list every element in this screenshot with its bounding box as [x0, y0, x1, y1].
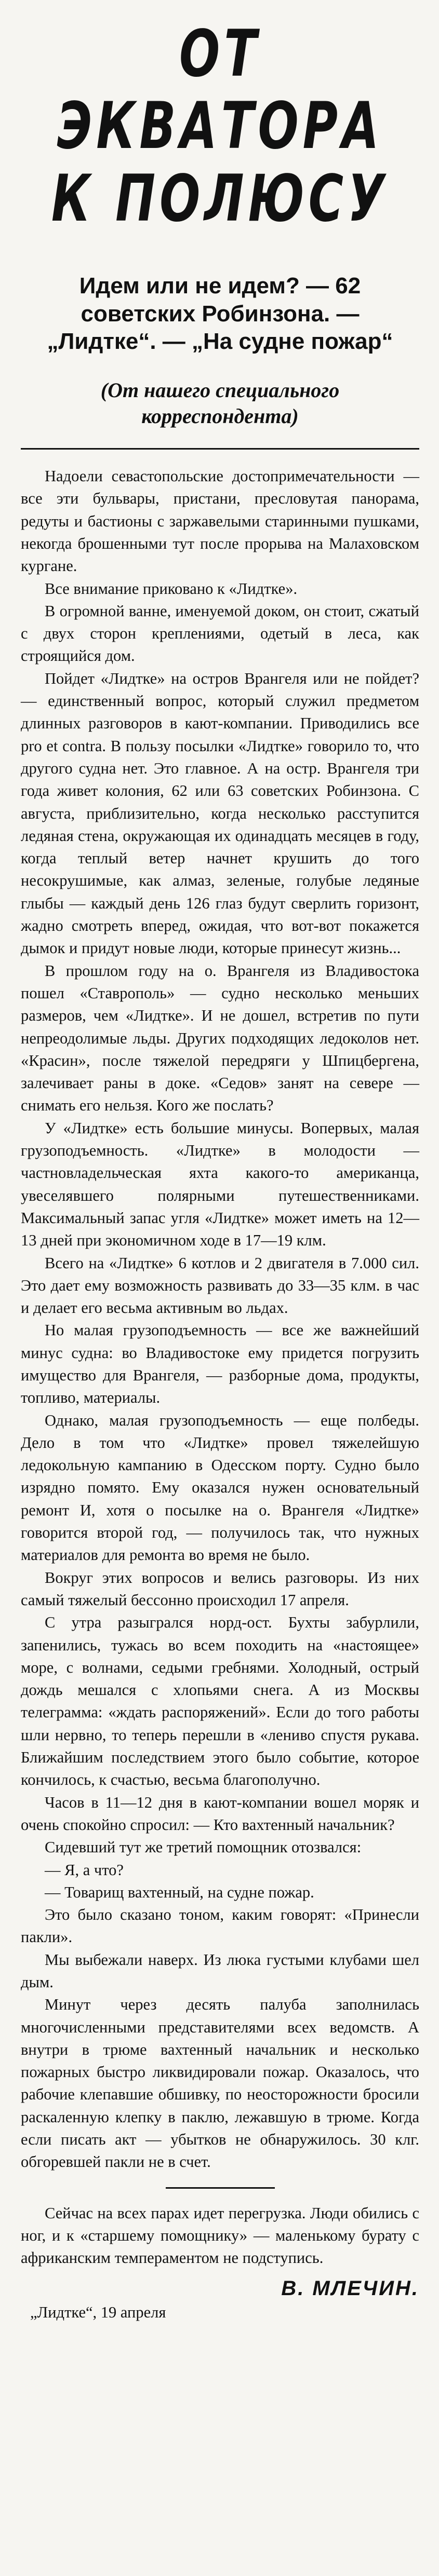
closing-divider — [166, 2187, 275, 2189]
dialog-line: — Я, а что? — [45, 1861, 124, 1879]
paragraph: Но малая грузоподъемность — все же важнейший минус судна: во Владивостоке ему придется погрузить имущество для Врангеля, — разборные дома, продукты, топливо, материалы. — [21, 1321, 419, 1407]
paragraph: Сидевший тут же третий помощник отозвался: — [45, 1838, 362, 1856]
paragraph: Вокруг этих вопросов и велись разговоры. Из них самый тяжелый бессонно происходил 17 апреля. — [21, 1568, 419, 1609]
paragraph: Однако, малая грузоподъемность — еще полбеды. Дело в том что «Лидтке» провел тяжелейшую ледокольную кампанию в Одесском порту. Судно было изрядно помято. Ему оказался нужен основательный ремонт И, хотя о посылке на о. Врангеля «Лидтке» говорится второй год, — получилось так, что нужных материалов для ремонта во время не было. — [21, 1411, 419, 1564]
dateline: „Лидтке“, 19 апреля — [30, 2303, 166, 2321]
closing-paragraph: Сейчас на всех парах идет перегрузка. Люди обились с ног, и к «старшему помощнику» — маленькому бурату с африканским темпераментом не подступись. — [21, 2204, 419, 2267]
paragraph: Всего на «Лидтке» 6 котлов и 2 двигателя в 7.000 сил. Это дает ему возможность развивать до 33—35 клм. в час и делает его весьма активным во льдах. — [21, 1254, 419, 1317]
paragraph: Все внимание приковано к «Лидтке». — [45, 579, 298, 598]
paragraph: С утра разыгрался норд-ост. Бухты забурлили, запенились, тужась во всем походить на «настоящее» море, с волнами, седыми гребнями. Холодный, острый дождь мешался с хлопьями снега. А из Москвы телеграмма: «ждать распоряжений». Если до того работы шли нервно, то теперь перешли в «лениво спустя рукава. Ближайшим последствием этого было событие, которое кончилось, к счастью, весьма благополучно. — [21, 1614, 419, 1789]
headline — [21, 16, 419, 236]
newspaper-article — [0, 16, 439, 2576]
paragraph: Пойдет «Лидтке» на остров Врангеля или не пойдет? — единственный вопрос, который служил предметом длинных разговоров в кают-компании. Приводились все pro et contra. В пользу посылки «Лидтке» говорило то, что другого судна нет. Это главное. А на остр. Врангеля три года живет колония, 62 или 63 советских Робинзона. С августа, приблизительно, когда несколько расступится ледяная стена, окружающая их одинадцать месяцев в году, когда теплый ветер начнет крушить до того несокрушимые, как алмаз, зеленые, голубые ледяные глыбы — каждый день 126 глаз будут сверлить горизонт, жадно смотреть вперед, ожидая, что вот-вот покажется дымок и придут новые люди, которые принесут жизнь... — [21, 669, 419, 957]
paragraph: Надоели севастопольские достопримечательности — все эти бульвары, пристани, пресловутая панорама, редуты и бастионы с заржавелыми старинными пушками, некогда брошенными тут после прорыва на Малаховском кургане. — [21, 467, 419, 575]
paragraph: Мы выбежали наверх. Из люка густыми клубами шел дым. — [21, 1950, 419, 1991]
subheadline: Идем или не идем? — 62 советских Робинзона. — „Лидтке“. — „На судне пожар“ — [47, 273, 393, 355]
dialog-line: — Товарищ вахтенный, на судне пожар. — [45, 1883, 314, 1901]
article-body — [21, 465, 419, 2269]
paragraph: В прошлом году на о. Врангеля из Владивостока пошел «Ставрополь» — судно несколько меньших размеров, чем «Лидтке». И не дошел, встретив по пути непреодолимые льды. Других подходящих ледоколов нет. «Красин», после тяжелой передряги у Шпицбергена, залечивает раны в доке. «Седов» занят на севере — снимать его нельзя. Кого же послать? — [21, 961, 419, 1115]
section-divider — [21, 448, 419, 450]
paragraph: Минут через десять палуба заполнилась многочисленными представителями всех ведомств. А внутри в трюме вахтенный начальник и несколько пожарных быстро ликвидировали пожар. Оказалось, что рабочие клепавшие обшивку, по неосторожности бросили раскаленную клепку в паклю, лежавшую в трюме. Когда если писать акт — убытков не обнаружилось. 30 клг. обгоревшей пакли не в счет. — [21, 1996, 419, 2171]
paragraph: Это было сказано тоном, каким говорят: «Принесли пакли». — [21, 1906, 419, 1946]
paragraph: В огромной ванне, именуемой доком, он стоит, сжатый с двух сторон креплениями, одетый в леса, как строящийся дом. — [21, 602, 419, 665]
correspondent-note: (От нашего специального корреспондента) — [100, 378, 340, 428]
author-signature: В. МЛЕЧИН. — [281, 2276, 419, 2300]
headline-line-1: ОТ ЭКВАТОРА — [57, 16, 383, 164]
paragraph: Часов в 11—12 дня в кают-компании вошел моряк и очень спокойно спросил: — Кто вахтенный начальник? — [21, 1793, 419, 1834]
headline-line-2: К ПОЛЮСУ — [51, 161, 389, 236]
paragraph: У «Лидтке» есть большие минусы. Вопервых, малая грузоподъемность. «Лидтке» в молодости — частновладельческая яхта какого-то американца, увеселявшего полярными путешественниками. Максимальный запас угля «Лидтке» может иметь на 12—13 дней при экономичном ходе в 17—19 клм. — [21, 1119, 419, 1250]
